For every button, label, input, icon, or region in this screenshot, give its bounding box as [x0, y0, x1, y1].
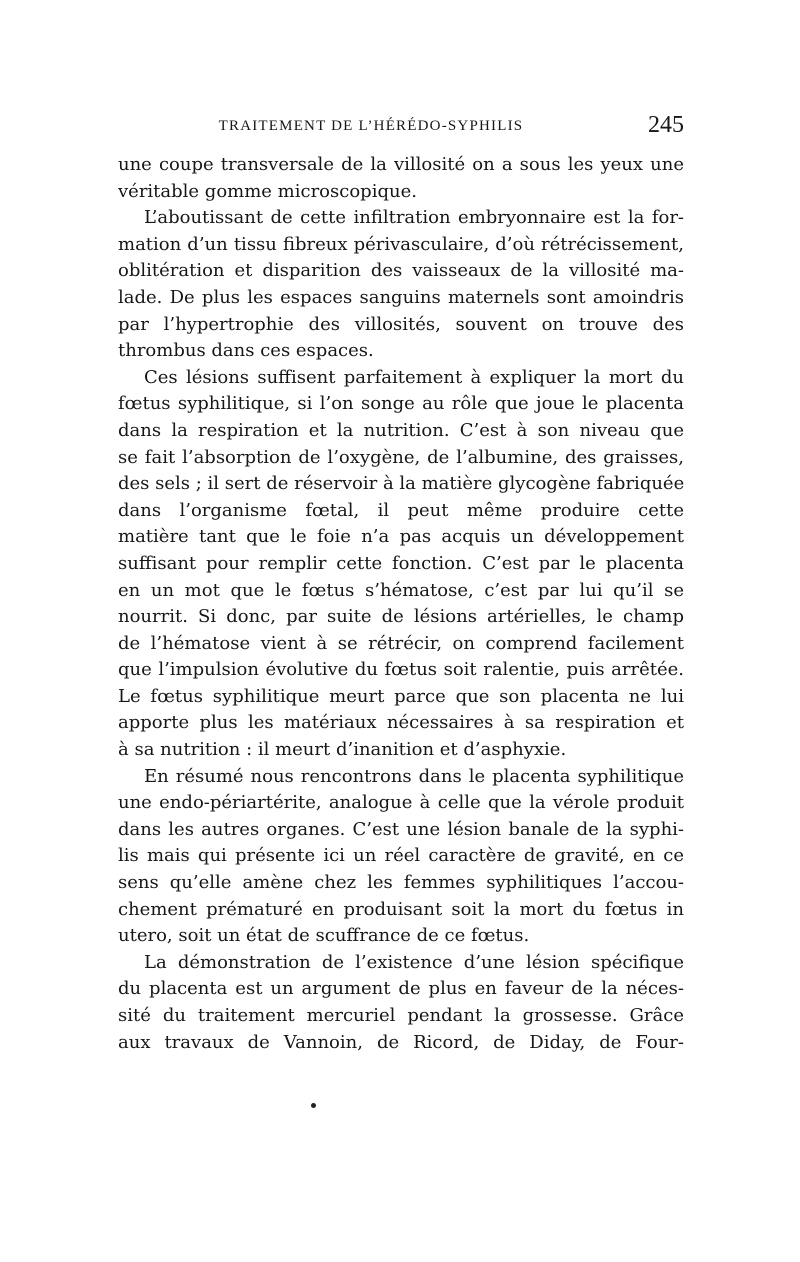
text-line: dans la respiration et la nutrition. C’est à son niveau que [118, 419, 684, 441]
text-line: à sa nutrition : il meurt d’inanition et d’asphyxie. [118, 739, 567, 761]
paragraph [118, 365, 684, 764]
paragraph [118, 764, 684, 950]
text-line: lis mais qui présente ici un réel caractère de gravité, en ce [118, 845, 684, 867]
text-line: sens qu’elle amène chez les femmes syphilitiques l’accou- [118, 872, 684, 894]
text-line: suffisant pour remplir cette fonction. C’est par le placenta [118, 552, 684, 574]
text-line: En résumé nous rencontrons dans le placenta syphilitique [144, 765, 684, 787]
text-line: dans l’organisme fœtal, il peut même produire cette [118, 499, 684, 521]
running-header [118, 112, 684, 146]
text-line: par l’hypertrophie des villosités, souvent on trouve des [118, 313, 684, 335]
text-line: en un mot que le fœtus s’hématose, c’est par lui qu’il se [118, 579, 684, 601]
text-line: oblitération et disparition des vaisseaux de la villosité ma- [118, 260, 684, 282]
text-line: Ces lésions suffisent parfaitement à expliquer la mort du [144, 366, 684, 388]
text-line: de l’hématose vient à se rétrécir, on comprend facilement [118, 632, 684, 654]
text-line: une endo-périartérite, analogue à celle que la vérole produit [118, 792, 684, 814]
paragraph [118, 152, 684, 205]
text-line: apporte plus les matériaux nécessaires à sa respiration et [118, 712, 684, 734]
text-line: lade. De plus les espaces sanguins maternels sont amoindris [118, 286, 684, 308]
text-line: aux travaux de Vannoin, de Ricord, de Diday, de Four- [118, 1031, 684, 1053]
text-line: La démonstration de l’existence d’une lésion spécifique [144, 951, 684, 973]
text-line: fœtus syphilitique, si l’on songe au rôle que joue le placenta [118, 393, 684, 415]
text-line: mation d’un tissu fibreux périvasculaire, d’où rétrécissement, [118, 233, 684, 255]
running-title: TRAITEMENT DE L’HÉRÉDO-SYPHILIS [218, 118, 524, 134]
paragraph [118, 950, 684, 1056]
text-line: du placenta est un argument de plus en faveur de la néces- [118, 978, 684, 1000]
text-line: que l’impulsion évolutive du fœtus soit ralentie, puis arrêtée. [118, 659, 684, 681]
text-line: L’aboutissant de cette infiltration embryonnaire est la for- [144, 207, 684, 229]
text-line: nourrit. Si donc, par suite de lésions artérielles, le champ [118, 606, 684, 628]
text-line: thrombus dans ces espaces. [118, 340, 374, 362]
ink-dot [311, 1103, 316, 1108]
text-line: matière tant que le foie n’a pas acquis un développement [118, 526, 684, 548]
text-line: des sels ; il sert de réservoir à la matière glycogène fabriquée [118, 473, 684, 495]
page-number: 245 [648, 112, 684, 138]
text-line: dans les autres organes. C’est une lésion banale de la syphi- [118, 818, 684, 840]
text-line: véritable gomme microscopique. [118, 180, 417, 202]
text-line: sité du traitement mercuriel pendant la grossesse. Grâce [118, 1005, 684, 1026]
text-line: utero, soit un état de scuffrance de ce fœtus. [118, 925, 530, 947]
body-text [118, 152, 684, 1056]
text-line: Le fœtus syphilitique meurt parce que son placenta ne lui [118, 685, 684, 707]
text-line: se fait l’absorption de l’oxygène, de l’albumine, des graisses, [118, 446, 684, 468]
text-line: chement prématuré en produisant soit la mort du fœtus in [118, 898, 684, 920]
text-line: une coupe transversale de la villosité on a sous les yeux une [118, 154, 684, 175]
paragraph [118, 205, 684, 365]
